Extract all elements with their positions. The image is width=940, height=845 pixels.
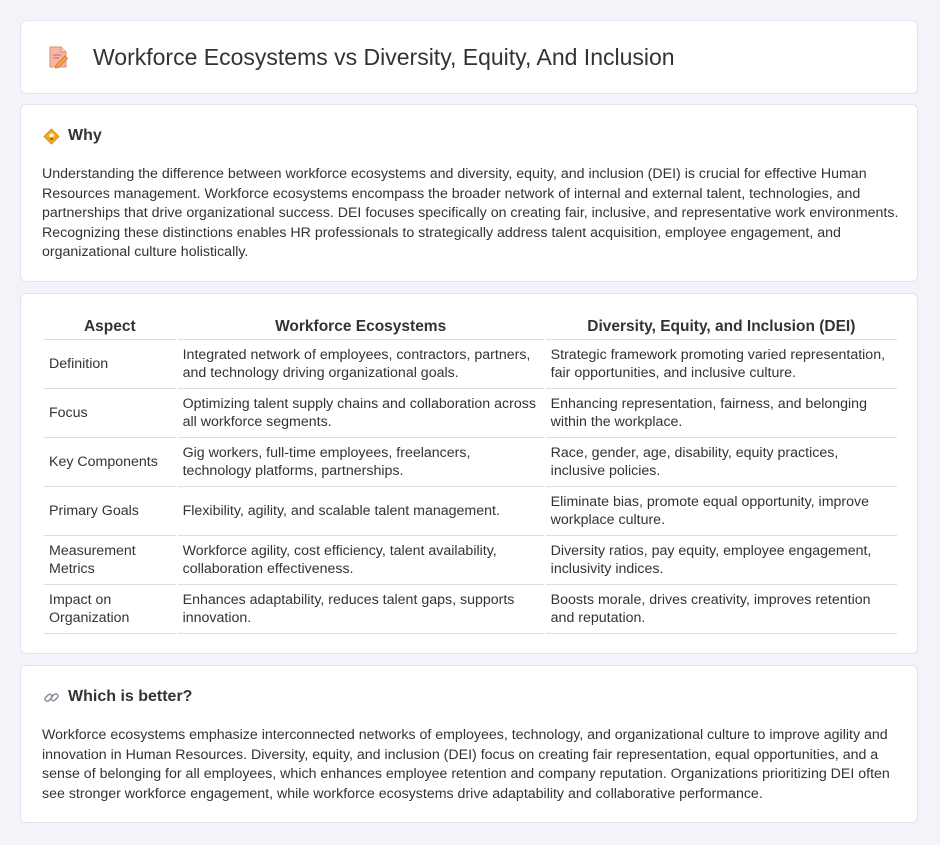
- workforce-cell: Optimizing talent supply chains and collaboration across all workforce segments.: [178, 389, 544, 438]
- aspect-cell: Definition: [44, 340, 176, 389]
- workforce-cell: Flexibility, agility, and scalable talent management.: [178, 487, 544, 536]
- header-workforce-ecosystems: Workforce Ecosystems: [178, 314, 544, 340]
- which-is-better-text: Workforce ecosystems emphasize interconnected networks of employees, technology, and organizational culture to improve agility and innovation in Human Resources. Diversity, equity, and inclusion (DEI) focus on creating fair representation, equal opportunities, and a sense of belonging for all employees, which enhances employee retention and company reputation. Organizations prioritizing DEI often see stronger workforce engagement, while workforce ecosystems drive adaptability and collaborative performance.: [42, 727, 890, 802]
- link-icon: [43, 689, 60, 706]
- dei-cell: Diversity ratios, pay equity, employee engagement, inclusivity indices.: [546, 536, 897, 585]
- table-header-row: [44, 314, 897, 340]
- workforce-cell: Workforce agility, cost efficiency, talent availability, collaboration effectiveness.: [178, 536, 544, 585]
- lightbulb-sign-icon: [43, 128, 60, 145]
- table-row: [44, 340, 897, 389]
- comparison-section: [20, 293, 918, 654]
- document-edit-icon: [45, 44, 71, 70]
- table-row: [44, 438, 897, 487]
- workforce-cell: Gig workers, full-time employees, freelancers, technology platforms, partnerships.: [178, 438, 544, 487]
- dei-cell: Race, gender, age, disability, equity practices, inclusive policies.: [546, 438, 897, 487]
- why-section: [20, 104, 918, 282]
- table-row: [44, 536, 897, 585]
- workforce-cell: Integrated network of employees, contractors, partners, and technology driving organizational goals.: [178, 340, 544, 389]
- header-aspect: Aspect: [44, 314, 176, 340]
- title-card: [20, 20, 918, 94]
- aspect-cell: Focus: [44, 389, 176, 438]
- comparison-table: [42, 314, 899, 634]
- which-is-better-section: [20, 665, 918, 823]
- table-row: [44, 487, 897, 536]
- aspect-cell: Primary Goals: [44, 487, 176, 536]
- aspect-cell: Impact on Organization: [44, 585, 176, 634]
- why-text: Understanding the difference between workforce ecosystems and diversity, equity, and inclusion (DEI) is crucial for effective Human Resources management. Workforce ecosystems encompass the broader network of internal and external talent, technologies, and partnerships that drive organizational success. DEI focuses specifically on creating fair, inclusive, and representative work environments. Recognizing these distinctions enables HR professionals to strategically address talent acquisition, employee engagement, and organizational culture holistically.: [42, 166, 899, 261]
- page-title: Workforce Ecosystems vs Diversity, Equity, And Inclusion: [93, 43, 675, 70]
- dei-cell: Strategic framework promoting varied representation, fair opportunities, and inclusive culture.: [546, 340, 897, 389]
- dei-cell: Eliminate bias, promote equal opportunity, improve workplace culture.: [546, 487, 897, 536]
- table-row: [44, 389, 897, 438]
- header-dei: Diversity, Equity, and Inclusion (DEI): [546, 314, 897, 340]
- why-heading: Why: [68, 127, 102, 144]
- dei-cell: Boosts morale, drives creativity, improves retention and reputation.: [546, 585, 897, 634]
- aspect-cell: Measurement Metrics: [44, 536, 176, 585]
- table-row: [44, 585, 897, 634]
- dei-cell: Enhancing representation, fairness, and belonging within the workplace.: [546, 389, 897, 438]
- aspect-cell: Key Components: [44, 438, 176, 487]
- workforce-cell: Enhances adaptability, reduces talent gaps, supports innovation.: [178, 585, 544, 634]
- which-is-better-heading: Which is better?: [68, 688, 193, 705]
